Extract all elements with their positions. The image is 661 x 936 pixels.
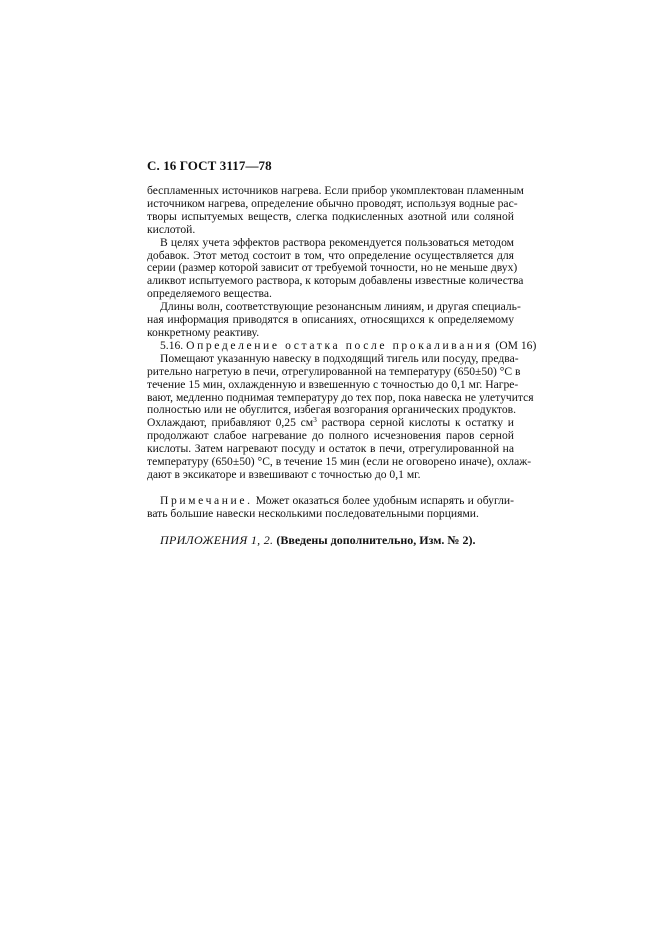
section-number: 5.16. [160, 338, 184, 352]
note-line [147, 495, 514, 508]
text-line: продолжают слабое нагревание до полного исчезновения паров серной [147, 429, 514, 443]
section-heading-line [147, 338, 537, 353]
text-line: температуру (650±50) °С, в течение 15 мин (если не оговорено иначе), охлаж- [147, 455, 532, 469]
text-line: беспламенных источников нагрева. Если прибор укомплектован пламенным [147, 184, 524, 197]
paragraph-flame-sources [147, 184, 524, 237]
note-text: Может оказаться более удобным испарять и обугли- [252, 493, 514, 507]
section-code: (ОМ 16) [495, 338, 537, 352]
section-title: Определение остатка после прокаливания [186, 338, 493, 352]
text-line: полностью или не обуглится, избегая возгорания органических продуктов. [147, 403, 517, 417]
document-page [147, 158, 537, 547]
superscript: 3 [313, 415, 317, 425]
text-line: дают в эксикаторе и взвешивают с точностью до 0,1 мг. [147, 467, 421, 481]
paragraph-ignition-residue [147, 351, 534, 482]
text-line: рительно нагретую в печи, отрегулированной на температуру (650±50) °С в [147, 364, 521, 378]
text-line: Помещают указанную навеску в подходящий тигель или посуду, предва- [160, 351, 519, 365]
running-head: С. 16 ГОСТ 3117—78 [147, 158, 272, 173]
annex-note [147, 533, 514, 547]
text-fragment: Охлаждают, прибавляют 0,25 см [147, 416, 314, 430]
paragraph-additions-method [147, 235, 524, 302]
text-line: серии (размер которой зависит от требуемой точности, но не меньше двух) [147, 261, 518, 275]
annex-amendment: (Введены дополнительно, Изм. № 2). [276, 532, 476, 547]
text-line: вают, медленно поднимая температуру до тех пор, пока навеска не улетучится [147, 390, 534, 404]
note-label: Примечание. [160, 493, 253, 507]
note-line: вать большие навески несколькими последовательными порциями. [147, 506, 479, 520]
text-line: творы испытуемых веществ, слегка подкисленных азотной или соляной [147, 209, 514, 223]
text-line: Длины волн, соответствующие резонансным линиям, и другая специаль- [160, 300, 521, 314]
text-line: источником нагрева, определение обычно проводят, используя водные рас- [147, 196, 518, 210]
text-line: кислотой. [147, 222, 196, 236]
paragraph-wavelengths [147, 300, 521, 340]
text-line: конкретному реактиву. [147, 325, 260, 339]
text-line: ная информация приводятся в описаниях, относящихся к определяемому [147, 313, 514, 327]
note [147, 495, 514, 521]
text-fragment: раствора серной кислоты к остатку и [316, 416, 514, 430]
text-line: течение 15 мин, охлажденную и взвешенную с точностью до 0,1 мг. Нагре- [147, 377, 519, 391]
annex-label: ПРИЛОЖЕНИЯ 1, 2. [160, 532, 274, 547]
section-heading-5-16 [147, 338, 537, 353]
text-line: добавок. Этот метод состоит в том, что определение осуществляется для [147, 248, 514, 262]
spacer [147, 521, 514, 533]
text-line: В целях учета эффектов раствора рекомендуется пользоваться методом [160, 235, 514, 249]
text-line: определяемого вещества. [147, 287, 272, 301]
text-line: аликвот испытуемого раствора, к которым добавлены известные количества [147, 274, 524, 288]
text-line: кислоты. Затем нагревают посуду и остаток в печи, отрегулированной на [147, 442, 514, 456]
